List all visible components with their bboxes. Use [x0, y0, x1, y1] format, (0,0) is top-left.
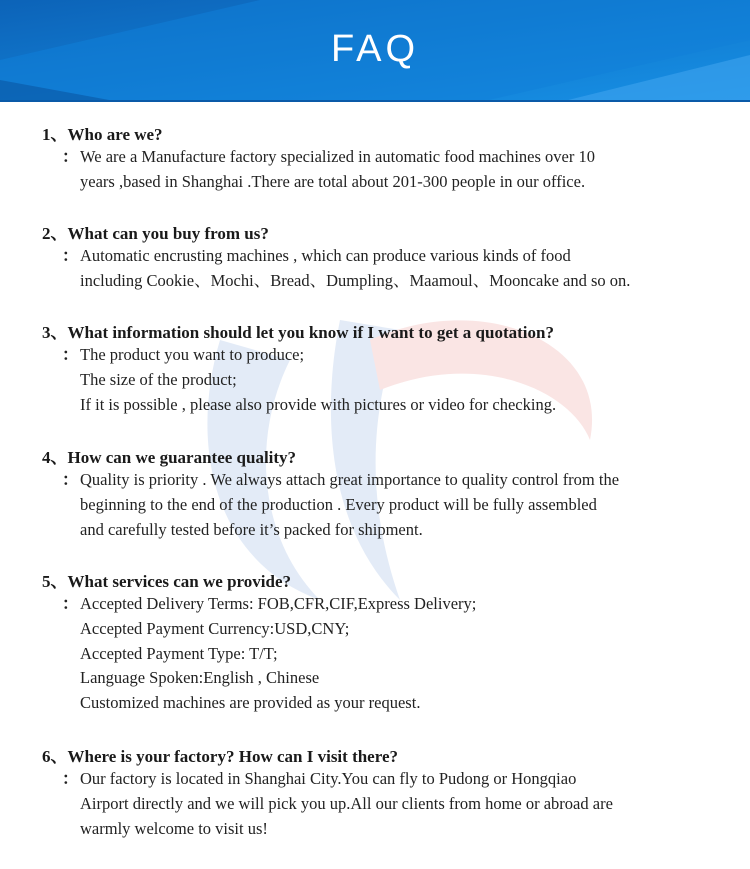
- faq-answer: [62, 767, 712, 841]
- faq-answer: [62, 244, 712, 294]
- faq-answer: [62, 592, 712, 716]
- answer-line: Customized machines are provided as your request.: [80, 693, 421, 713]
- answer-line: ：Our factory is located in Shanghai City.You can fly to Pudong or Hongqiao: [62, 769, 577, 788]
- answer-line: ：Accepted Delivery Terms: FOB,CFR,CIF,Express Delivery;: [62, 594, 477, 613]
- answer-line: Language Spoken:English , Chinese: [80, 668, 320, 688]
- faq-question: 1、Who are we?: [42, 125, 163, 144]
- answer-line: If it is possible , please also provide with pictures or video for checking.: [80, 394, 557, 414]
- page-title: FAQ: [330, 28, 420, 70]
- faq-question: 6、Where is your factory? How can I visit there?: [42, 747, 399, 766]
- answer-line: The size of the product;: [80, 369, 237, 389]
- faq-answer: [62, 343, 712, 417]
- faq-question: 5、What services can we provide?: [42, 572, 291, 591]
- answer-line: ：We are a Manufacture factory specialized in automatic food machines over 10: [62, 147, 595, 166]
- answer-line: ：Quality is priority . We always attach great importance to quality control from the: [62, 470, 620, 489]
- answer-line: Accepted Payment Currency:USD,CNY;: [80, 618, 350, 638]
- answer-line: warmly welcome to visit us!: [80, 818, 268, 838]
- answer-line: and carefully tested before it’s packed for shipment.: [80, 519, 423, 539]
- faq-banner: [0, 0, 750, 102]
- faq-question: 4、How can we guarantee quality?: [42, 448, 297, 467]
- answer-line: years ,based in Shanghai .There are total about 201-300 people in our office.: [80, 171, 586, 191]
- faq-answer: [62, 145, 712, 195]
- faq-question: 2、What can you buy from us?: [42, 224, 269, 243]
- faq-question: 3、What information should let you know if I want to get a quotation?: [42, 323, 554, 342]
- answer-line: Accepted Payment Type: T/T;: [80, 643, 278, 663]
- faq-answer: [62, 468, 712, 542]
- answer-line: ：The product you want to produce;: [62, 345, 305, 364]
- answer-line: including Cookie、Mochi、Bread、Dumpling、Maamoul、Mooncake and so on.: [80, 270, 631, 290]
- answer-line: Airport directly and we will pick you up.All our clients from home or abroad are: [80, 793, 613, 813]
- answer-line: ：Automatic encrusting machines , which can produce various kinds of food: [62, 246, 571, 265]
- answer-line: beginning to the end of the production . Every product will be fully assembled: [80, 494, 597, 514]
